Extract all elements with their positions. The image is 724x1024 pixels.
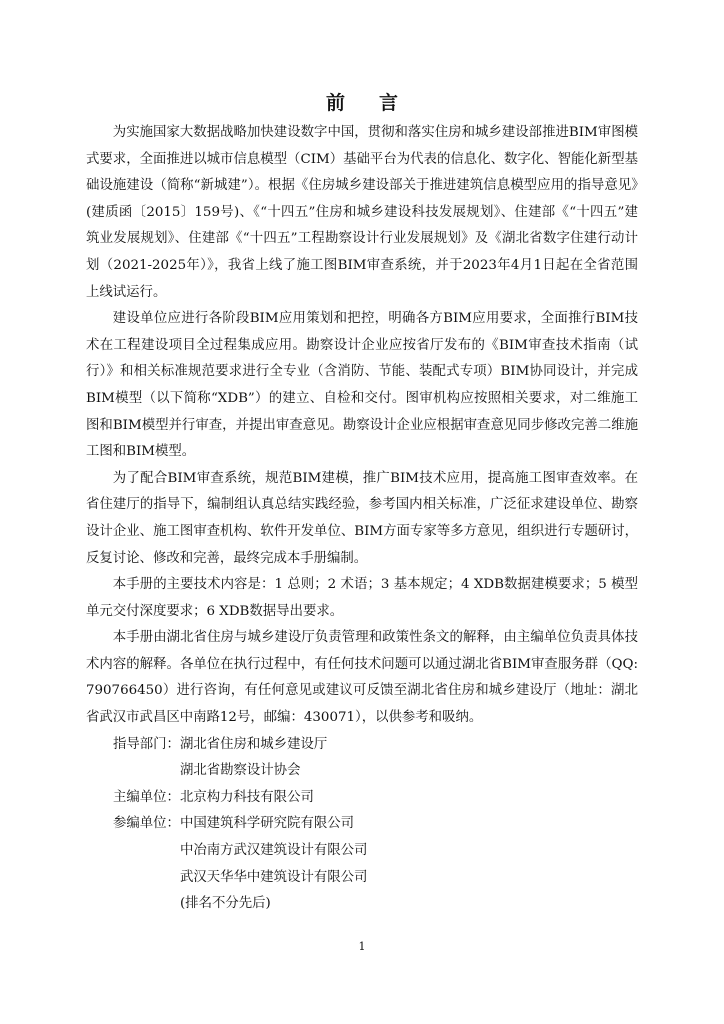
- participant-item: 中国建筑科学研究院有限公司: [179, 816, 355, 832]
- paragraph-responsibilities: 建设单位应进行各阶段BIM应用策划和把控，明确各方BIM应用要求，全面推行BIM技术在工程建设项目全过程集成应用。勘察设计企业应按省厅发布的《BIM审查技术指南（试行）》和相关标准规范要求进行全专业（含消防、节能、装配式专项）BIM协同设计，并完成BIM模型（以下简称“XDB”）的建立、自检和交付。图审机构应按照相关要求，对二维施工图和BIM模型并行审查，并提出审查意见。勘察设计企业应根据审查意见同步修改完善二维施工图和BIM模型。: [86, 311, 638, 460]
- guidance-item: 湖北省住房和城乡建设厅: [179, 736, 328, 752]
- preface-body: [86, 120, 638, 918]
- paragraph-compilation: 为了配合BIM审查系统，规范BIM建模，推广BIM技术应用，提高施工图审查效率。在省住建厅的指导下，编制组认真总结实践经验，参考国内相关标准，广泛征求建设单位、勘察设计企业、施工图审查机构、软件开发单位、BIM方面专家等多方意见，组织进行专题研讨，反复讨论、修改和完善，最终完成本手册编制。: [86, 470, 638, 566]
- participant-item: 中冶南方武汉建筑设计有限公司: [179, 843, 368, 859]
- participating-units: [86, 811, 638, 917]
- chief-editor-item: 北京构力科技有限公司: [179, 789, 314, 805]
- paragraph-background: 为实施国家大数据战略加快建设数字中国，贯彻和落实住房和城乡建设部推进BIM审图模式要求，全面推进以城市信息模型（CIM）基础平台为代表的信息化、数字化、智能化新型基础设施建设（简称“新城建”）。根据《住房城乡建设部关于推进建筑信息模型应用的指导意见》(建质函〔2015〕159号)、《“十四五”住房和城乡建设科技发展规划》、住建部《“十四五”建筑业发展规划》、住建部《“十四五”工程勘察设计行业发展规划》及《湖北省数字住建行动计划（2021-2025年）》，我省上线了施工图BIM审查系统，并于2023年4月1日起在全省范围上线试运行。: [86, 125, 638, 300]
- participant-note: (排名不分先后): [179, 896, 271, 912]
- page-number: 1: [358, 940, 366, 953]
- guidance-item: 湖北省勘察设计协会: [179, 763, 301, 779]
- page-title: [0, 88, 724, 115]
- chief-editor-label: 主编单位：: [113, 789, 180, 805]
- guidance-label: 指导部门：: [113, 736, 180, 752]
- participants-label: 参编单位：: [113, 816, 180, 832]
- title-char-1: 前: [325, 92, 345, 114]
- paragraph-main-contents: 本手册的主要技术内容是：1 总则；2 术语；3 基本规定；4 XDB数据建模要求；5 模型单元交付深度要求；6 XDB数据导出要求。: [86, 577, 638, 619]
- paragraph-interpretation: 本手册由湖北省住房与城乡建设厅负责管理和政策性条文的解释，由主编单位负责具体技术内容的解释。各单位在执行过程中，有任何技术问题可以通过湖北省BIM审查服务群（QQ:790766450）进行咨询，有任何意见或建议可反馈至湖北省住房和城乡建设厅（地址：湖北省武汉市武昌区中南路12号，邮编：430071），以供参考和吸纳。: [86, 630, 638, 726]
- guidance-departments: [86, 732, 638, 785]
- participants-list: [180, 811, 367, 917]
- chief-editor-list: [180, 785, 314, 812]
- chief-editor-unit: [86, 785, 638, 812]
- participant-item: 武汉天华华中建筑设计有限公司: [179, 869, 368, 885]
- guidance-list: [180, 732, 327, 785]
- title-char-2: 言: [379, 92, 399, 114]
